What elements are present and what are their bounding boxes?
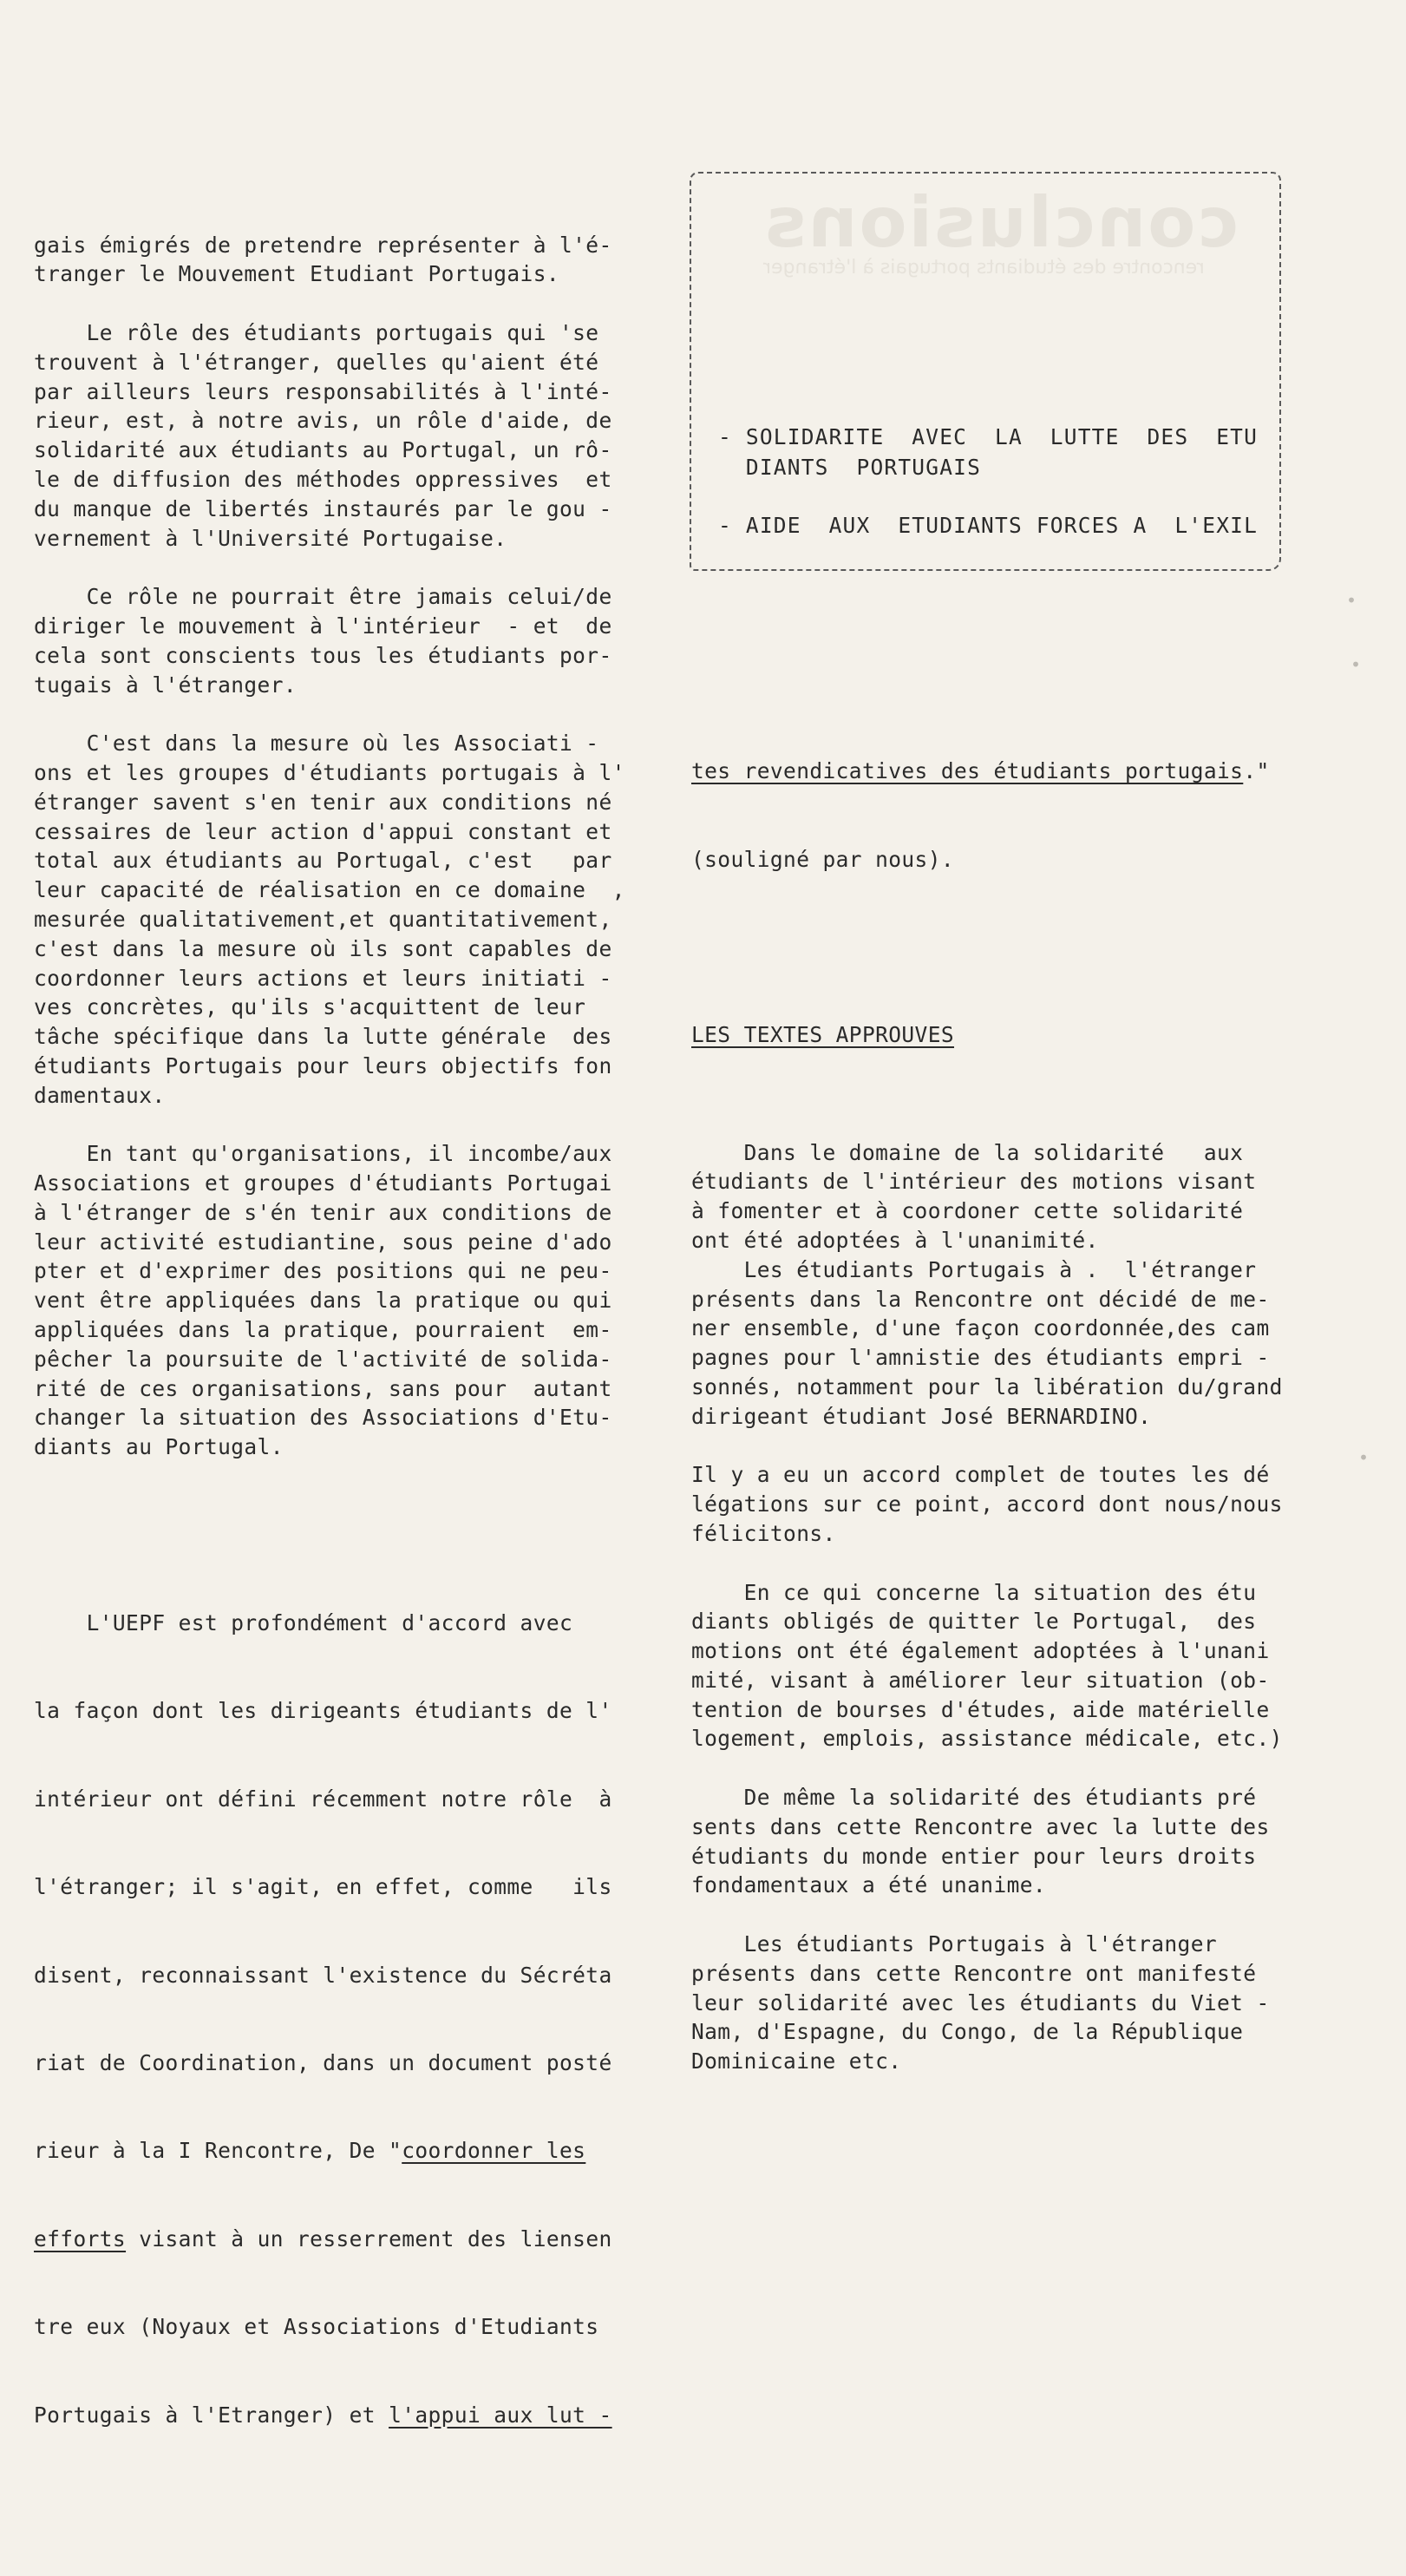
text-line: diriger le mouvement à l'intérieur - et de	[34, 613, 612, 639]
text-line: ons et les groupes d'étudiants portugais à l'	[34, 759, 625, 785]
box-point-exile-aid: - AIDE AUX ETUDIANTS FORCES A L'EXIL	[718, 513, 1259, 538]
text-line: étudiants Portugais pour leurs objectifs fon	[34, 1052, 612, 1078]
text-line: étudiants du monde entier pour leurs droits	[691, 1843, 1257, 1869]
underlined-quote: tes revendicatives des étudiants portugais	[691, 758, 1244, 784]
page-speck: •	[1358, 1447, 1370, 1468]
text-line: rieur, est, à notre avis, un rôle d'aide, de	[34, 408, 612, 434]
text-line: leur activité estudiantine, sous peine d'ado	[34, 1229, 612, 1255]
text-line: félicitons.	[691, 1520, 836, 1546]
text-line: tugais à l'étranger.	[34, 672, 298, 698]
text-line: Ce rôle ne pourrait être jamais celui/de	[34, 584, 612, 610]
text-line: C'est dans la mesure où les Associati -	[34, 731, 599, 757]
text-line: En ce qui concerne la situation des étu	[691, 1579, 1257, 1605]
text-line: Les étudiants Portugais à . l'étranger	[691, 1256, 1257, 1282]
text-line: Associations et groupes d'étudiants Portugai	[34, 1170, 612, 1196]
text-line: fondamentaux a été unanime.	[691, 1872, 1047, 1898]
text-fragment: Portugais à l'Etranger) et	[34, 2402, 389, 2428]
text-line: pter et d'exprimer des positions qui ne peu-	[34, 1258, 612, 1284]
text-line: sonnés, notamment pour la libération du/grand	[691, 1373, 1283, 1399]
left-column	[34, 172, 650, 2576]
text-line: Nam, d'Espagne, du Congo, de la République	[691, 2019, 1244, 2045]
bleed-through-title: conclusions	[763, 182, 1239, 263]
text-line: ves concrètes, qu'ils s'acquittent de leur	[34, 994, 586, 1020]
text-line	[691, 757, 1298, 786]
text-line: Dominicaine etc.	[691, 2048, 902, 2075]
text-line: c'est dans la mesure où ils sont capables de	[34, 935, 612, 961]
underlined-quote: efforts	[34, 2225, 127, 2252]
text-line: ont été adoptées à l'unanimité.	[691, 1227, 1099, 1253]
text-line: présents dans la Rencontre ont décidé de me-	[691, 1286, 1270, 1312]
text-line	[34, 2225, 650, 2254]
text-line: pêcher la poursuite de l'activité de solida-	[34, 1346, 612, 1372]
page-speck: •	[1350, 654, 1362, 675]
text-line: à fomenter et à coordoner cette solidarité	[691, 1198, 1244, 1224]
text-line: leur capacité de réalisation en ce domaine ,	[34, 877, 625, 903]
body-paragraph	[691, 1578, 1298, 1754]
text-line: logement, emplois, assistance médicale, etc.)	[691, 1726, 1283, 1752]
text-line: riat de Coordination, dans un document posté	[34, 2050, 612, 2075]
text-line: dirigeant étudiant José BERNARDINO.	[691, 1403, 1152, 1429]
body-paragraph	[34, 729, 650, 1110]
text-line: tre eux (Noyaux et Associations d'Etudiants	[34, 2314, 599, 2340]
text-line: sents dans cette Rencontre avec la lutte des	[691, 1813, 1270, 1839]
bleed-through-subtitle: rencontre des étudiants portugais à l'étranger	[763, 257, 1205, 279]
text-line: changer la situation des Associations d'Etu-	[34, 1405, 612, 1431]
text-line: Le rôle des étudiants portugais qui 'se	[34, 319, 599, 345]
box-point-solidarity: - SOLIDARITE AVEC LA LUTTE DES ETU	[718, 424, 1259, 449]
text-line: l'étranger; il s'agit, en effet, comme ils	[34, 1874, 612, 1900]
text-line: tranger le Mouvement Etudiant Portugais.	[34, 261, 560, 287]
text-line: trouvent à l'étranger, quelles qu'aient été	[34, 349, 599, 375]
right-column	[691, 639, 1298, 2164]
text-line: par ailleurs leurs responsabilités à l'inté-	[34, 378, 612, 404]
quote-continuation	[691, 698, 1298, 933]
text-line: vernement à l'Université Portugaise.	[34, 525, 507, 551]
box-point-solidarity-cont: DIANTS PORTUGAIS	[718, 455, 982, 480]
text-line: motions ont été également adoptées à l'unani	[691, 1638, 1270, 1664]
body-paragraph	[34, 318, 650, 553]
text-line: mité, visant à améliorer leur situation (ob-	[691, 1667, 1270, 1693]
text-line: total aux étudiants au Portugal, c'est par	[34, 848, 612, 874]
underlined-quote: coordonner les	[402, 2138, 586, 2164]
text-line	[34, 2401, 650, 2430]
text-line: étranger savent s'en tenir aux conditions né	[34, 789, 612, 815]
text-line: disent, reconnaissant l'existence du Sécréta	[34, 1962, 612, 1988]
text-line: coordonner leurs actions et leurs initiati -	[34, 965, 612, 991]
text-line: étudiants de l'intérieur des motions visant	[691, 1169, 1257, 1195]
text-line: Les étudiants Portugais à l'étranger	[691, 1931, 1218, 1957]
body-paragraph	[691, 1138, 1298, 1432]
text-line: légations sur ce point, accord dont nous/nous	[691, 1491, 1283, 1517]
text-line: En tant qu'organisations, il incombe/aux	[34, 1141, 612, 1167]
body-paragraph	[34, 1139, 650, 1462]
text-fragment: rieur à la I Rencontre, De "	[34, 2138, 402, 2164]
text-line: tâche spécifique dans la lutte générale des	[34, 1024, 612, 1050]
text-line: la façon dont les dirigeants étudiants de l'	[34, 1698, 612, 1724]
text-line: le de diffusion des méthodes oppressives et	[34, 466, 612, 492]
text-line: Il y a eu un accord complet de toutes les dé	[691, 1462, 1270, 1488]
body-paragraph	[34, 582, 650, 699]
text-line: De même la solidarité des étudiants pré	[691, 1785, 1257, 1811]
body-paragraph	[691, 1460, 1298, 1548]
body-paragraph	[34, 231, 650, 290]
text-line: tention de bourses d'études, aide matérielle	[691, 1696, 1270, 1722]
body-paragraph	[691, 1783, 1298, 1900]
text-line: solidarité aux étudiants au Portugal, un rô-	[34, 437, 612, 463]
text-line: gais émigrés de pretendre représenter à l'é-	[34, 232, 612, 258]
text-line: damentaux.	[34, 1082, 166, 1108]
text-line: vent être appliquées dans la pratique ou qui	[34, 1288, 612, 1314]
underlined-quote: l'appui aux lut -	[389, 2402, 612, 2428]
text-line	[34, 2136, 650, 2166]
text-line: L'UEPF est profondément d'accord avec	[34, 1610, 573, 1636]
text-line: pagnes pour l'amnistie des étudiants empri -	[691, 1345, 1270, 1371]
text-line: appliquées dans la pratique, pourraient em-	[34, 1317, 612, 1343]
text-fragment: visant à un resserrement des liensen	[126, 2225, 612, 2252]
body-paragraph	[691, 1930, 1298, 2076]
text-line: à l'étranger de s'én tenir aux conditions de	[34, 1199, 612, 1225]
text-line: ner ensemble, d'une façon coordonnée,des cam	[691, 1315, 1270, 1341]
text-line: présents dans cette Rencontre ont manifesté	[691, 1960, 1257, 1986]
text-line: cessaires de leur action d'appui constant et	[34, 818, 612, 844]
section-heading: LES TEXTES APPROUVES	[691, 1022, 955, 1048]
text-line: leur solidarité avec les étudiants du Viet -	[691, 1989, 1270, 2016]
text-line: diants au Portugal.	[34, 1434, 284, 1460]
uepf-paragraph	[34, 1550, 650, 2488]
text-line: Dans le domaine de la solidarité aux	[691, 1139, 1244, 1165]
page-speck: •	[1346, 590, 1357, 611]
text-line: rité de ces organisations, sans pour autant	[34, 1375, 612, 1401]
text-line: intérieur ont défini récemment notre rôle à	[34, 1786, 612, 1812]
text-line: diants obligés de quitter le Portugal, des	[691, 1609, 1257, 1635]
text-line: du manque de libertés instaurés par le gou -	[34, 495, 612, 521]
text-line: cela sont conscients tous les étudiants por-	[34, 642, 612, 668]
text-line: mesurée qualitativement,et quantitativement,	[34, 906, 612, 932]
text-fragment: ."	[1243, 758, 1270, 784]
text-line: (souligné par nous).	[691, 846, 955, 872]
